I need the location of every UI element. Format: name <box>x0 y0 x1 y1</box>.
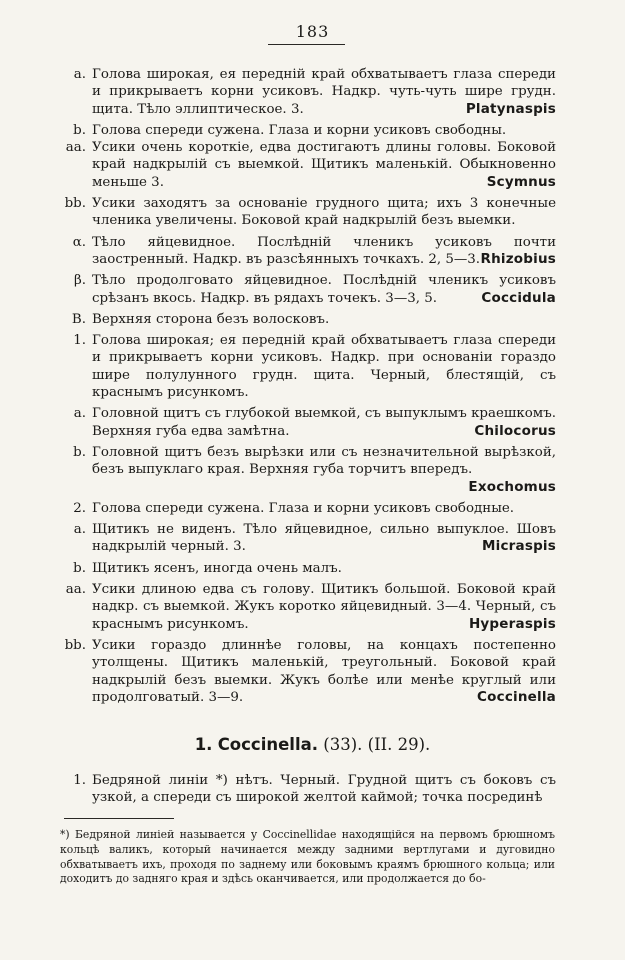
page-number: 183 <box>295 22 330 41</box>
entry-mark: a. <box>73 67 86 82</box>
entry-mark: a. <box>73 522 86 538</box>
genus-name: Micraspis <box>482 538 556 555</box>
section-title: Coccinella. <box>217 735 319 754</box>
header-rule <box>268 44 345 45</box>
key-entry <box>72 234 556 269</box>
key-entries <box>0 66 625 706</box>
key-entry <box>73 521 556 556</box>
key-entry <box>73 405 556 440</box>
entry-mark: b. <box>73 122 86 138</box>
section-number: 1. <box>194 735 213 754</box>
entry-mark: a. <box>73 406 86 422</box>
entry-mark: aa. <box>65 582 86 598</box>
entry-text: Голова широкая; ея передній край обхватываетъ глаза спереди и прикрываетъ корни усиковъ. Надкр. при основаніи гораздо шире полулунного грудн. щита. Черный, блестящій, съ краснымъ рисункомъ. <box>92 333 556 401</box>
entry-text: Усики заходятъ за основаніе грудного щита; ихъ 3 конечные членика увеличены. Боковой край надкрылій безъ выемки. <box>92 196 556 229</box>
footnote-rule <box>64 818 174 819</box>
genus-name: Coccidula <box>481 289 556 306</box>
key-entry <box>65 581 556 633</box>
genus-name: Coccinella <box>477 688 556 705</box>
key-entry <box>73 500 556 517</box>
genus-name: Chilocorus <box>474 422 556 439</box>
entry-text: Тѣло продолговато яйцевидное. Послѣдній членикъ усиковъ срѣзанъ вкось. Надкр. въ рядахъ точекъ. 3—3, 5. <box>92 273 556 306</box>
entry-text: Усики длиною едва съ голову. Щитикъ большой. Боковой край надкр. съ выемкой. Жукъ коротко яйцевидный. 3—4. Черный, съ краснымъ рисункомъ. <box>92 582 556 632</box>
key-entry <box>73 444 556 496</box>
entry-mark: aa. <box>65 140 86 156</box>
entry-mark: bb. <box>64 196 86 212</box>
entry-mark: 1. <box>73 333 86 349</box>
entry-mark: β. <box>74 273 86 289</box>
entry-mark: b. <box>73 560 86 576</box>
entry-text: Головной щитъ безъ вырѣзки или съ незначительной вырѣзкой, безъ выпуклаго края. Верхняя губа торчитъ впередъ. <box>92 444 556 478</box>
final-entry <box>73 772 556 807</box>
footnote: *) Бедряной линіей называется у Coccinellidae находящійся на первомъ брюшномъ кольцѣ валикъ, который начинается между задними вертлугами и дуговидно обхватываетъ ихъ, проходя по заднему или боковымъ краямъ брюшного кольца; или доходитъ до задняго края и здѣсь оканчивается, или продолжается до бо- <box>60 828 555 886</box>
entry-text: Голова спереди сужена. Глаза и корни усиковъ свободные. <box>92 500 515 516</box>
key-entry <box>65 139 556 191</box>
entry-text: Щитикъ ясенъ, иногда очень малъ. <box>92 560 342 576</box>
entry-mark: 1. <box>73 773 86 788</box>
entry-mark: b. <box>73 444 86 460</box>
genus-name: Platynaspis <box>465 100 556 117</box>
entry-text: Голова широкая, ея передній край обхватываетъ глаза спереди и прикрываетъ корни усиковъ. Надкр. чуть-чуть шире грудн. щита. Тѣло эллиптическое. 3. <box>92 67 556 117</box>
entry-text: Тѣло яйцевидное. Послѣдній членикъ усиковъ почти заостренный. Надкр. въ разсѣянныхъ точкахъ. 2, 5—3. <box>92 234 556 267</box>
key-entry <box>73 560 556 577</box>
key-entry <box>64 195 556 230</box>
genus-name: Scymnus <box>486 173 556 190</box>
genus-name: Hyperaspis <box>468 615 556 632</box>
entry-mark: bb. <box>64 637 86 653</box>
section-heading <box>0 735 625 754</box>
key-entry <box>71 311 556 328</box>
entry-text: Головной щитъ съ глубокой выемкой, съ выпуклымъ краешкомъ. Верхняя губа едва замѣтна. <box>92 406 556 439</box>
entry-mark: 2. <box>73 500 86 516</box>
key-entry <box>73 122 556 139</box>
section-refs: (33). (II. 29). <box>323 735 431 754</box>
entry-text: Бедряной линіи *) нѣтъ. Черный. Грудной щитъ съ боковъ съ узкой, а спереди съ широкой желтой каймой; точка посрединѣ <box>92 773 556 806</box>
entry-text: Усики гораздо длиннѣе головы, на концахъ постепенно утолщены. Щитикъ маленькій, треугольный. Боковой край надкрылій безъ выемки. Жукъ болѣе или менѣе круглый или продолговатый. 3—9. <box>92 637 556 705</box>
entry-mark: α. <box>72 234 86 250</box>
key-entry <box>64 637 556 706</box>
entry-text: Верхняя сторона безъ волосковъ. <box>92 311 330 327</box>
key-entry <box>73 332 556 401</box>
genus-name: Exochomus <box>468 478 556 495</box>
entry-text: Голова спереди сужена. Глаза и корни усиковъ свободны. <box>92 122 507 138</box>
key-entry <box>73 66 556 118</box>
key-entry <box>74 272 556 307</box>
entry-mark: B. <box>71 311 86 327</box>
entry-text: Щитикъ не виденъ. Тѣло яйцевидное, сильно выпуклое. Шовъ надкрылій черный. 3. <box>92 522 556 555</box>
genus-name: Rhizobius <box>480 250 556 267</box>
entry-text: Усики очень короткіе, едва достигаютъ длины головы. Боковой край надкрылій съ выемкой. Щитикъ маленькій. Обыкновенно меньше 3. <box>92 140 556 190</box>
